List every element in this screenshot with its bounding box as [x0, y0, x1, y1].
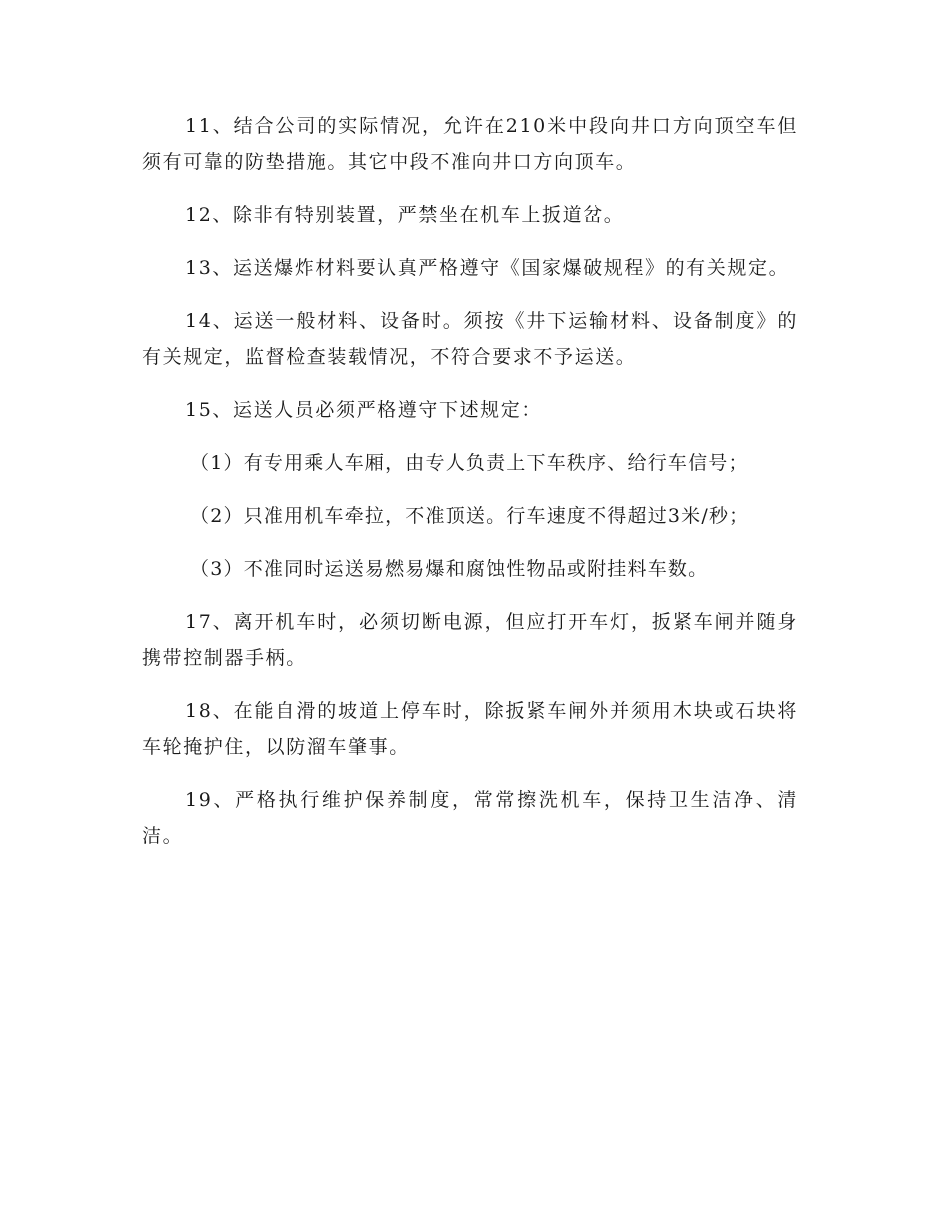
paragraph-item-13: 13、运送爆炸材料要认真严格遵守《国家爆破规程》的有关规定。	[185, 257, 790, 279]
paragraph-item-11: 11、结合公司的实际情况，允许在210米中段向井口方向顶空车但须有可靠的防垫措施。其它中段不准向井口方向顶车。	[142, 115, 798, 173]
sub-item-1: （1）有专用乘人车厢，由专人负责上下车秩序、给行车信号；	[190, 452, 749, 474]
paragraph-item-19: 19、严格执行维护保养制度，常常擦洗机车，保持卫生洁净、清洁。	[142, 789, 798, 847]
paragraph-item-18: 18、在能自滑的坡道上停车时，除扳紧车闸外并须用木块或石块将车轮掩护住，以防溜车肇事。	[142, 700, 798, 758]
paragraph-item-12: 12、除非有特别装置，严禁坐在机车上扳道岔。	[185, 204, 625, 226]
paragraph-item-15: 15、运送人员必须严格遵守下述规定：	[185, 399, 542, 421]
paragraph-item-17: 17、离开机车时，必须切断电源，但应打开车灯，扳紧车闸并随身携带控制器手柄。	[142, 611, 798, 669]
sub-item-3: （3）不准同时运送易燃易爆和腐蚀性物品或附挂料车数。	[190, 558, 709, 580]
document-body	[142, 108, 798, 854]
sub-item-2: （2）只准用机车牵拉，不准顶送。行车速度不得超过3米/秒；	[190, 505, 750, 527]
paragraph-item-14: 14、运送一般材料、设备时。须按《井下运输材料、设备制度》的有关规定，监督检查装载情况，不符合要求不予运送。	[142, 310, 798, 368]
